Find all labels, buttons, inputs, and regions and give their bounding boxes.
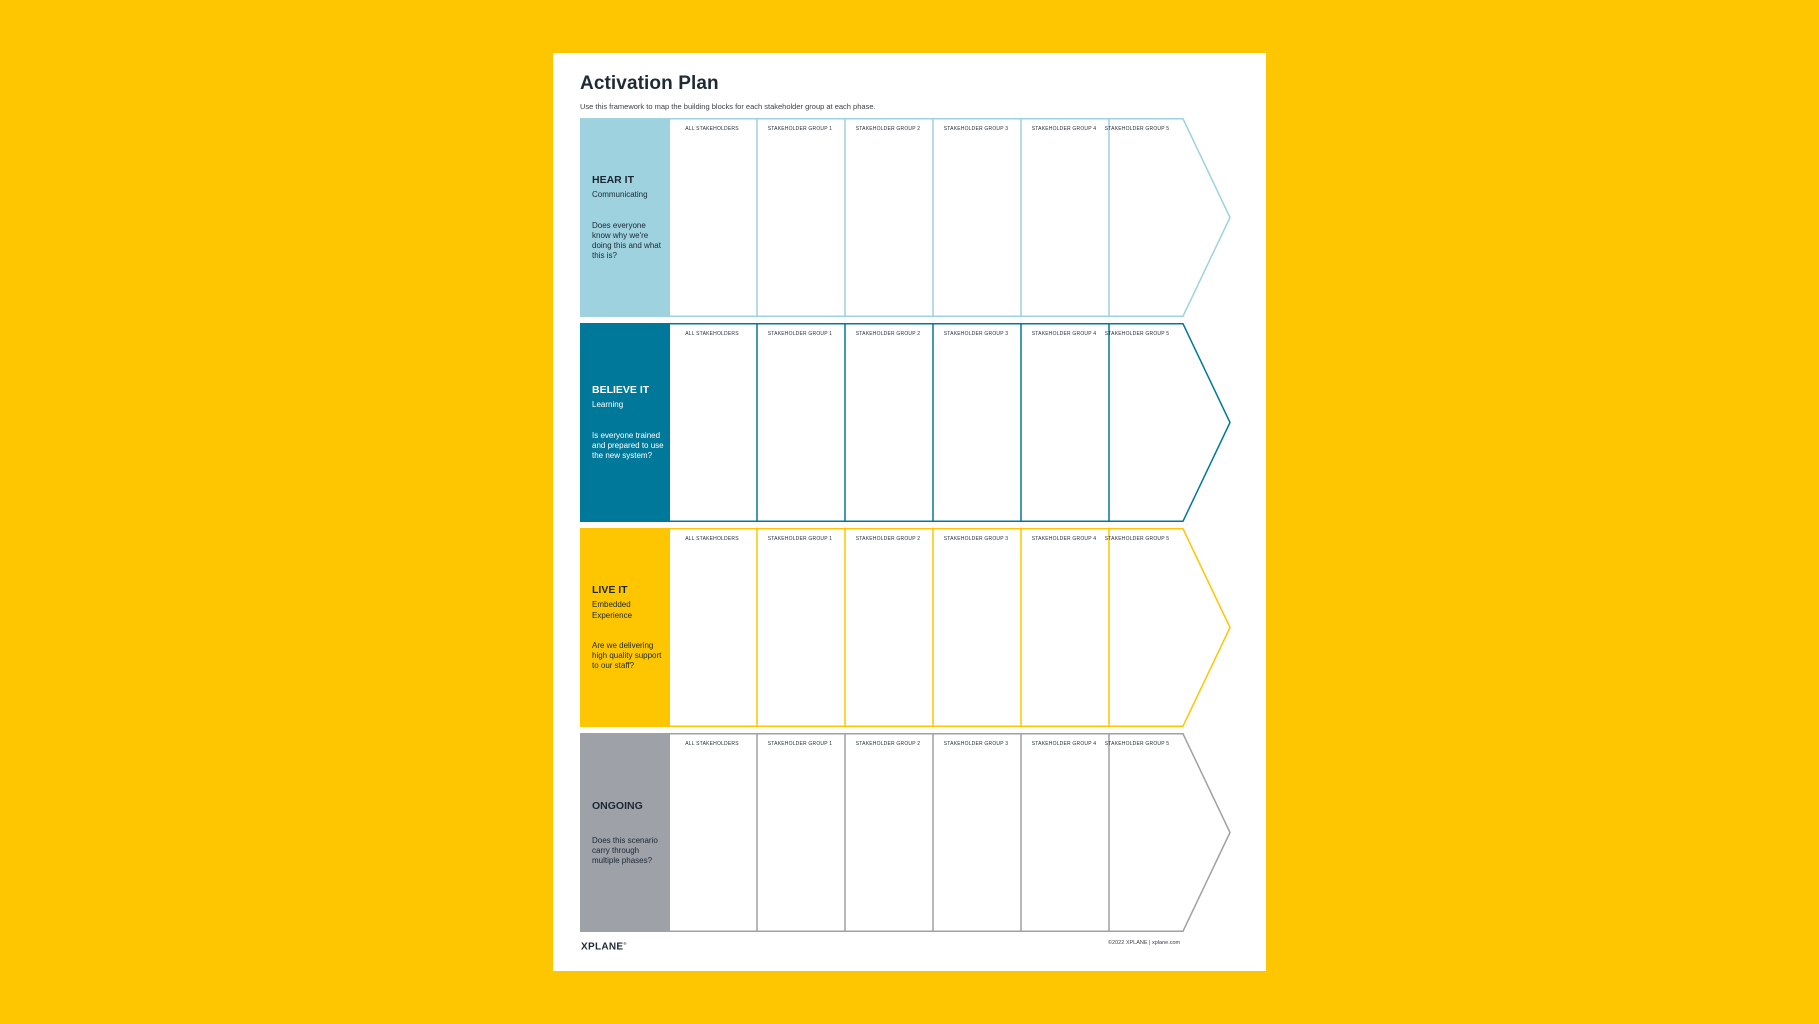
column-header-all: ALL STAKEHOLDERS	[685, 126, 739, 132]
logo-text: XPLANE	[581, 941, 624, 953]
phase-row-ongoing	[580, 733, 1230, 932]
column-header-group-5: STAKEHOLDER GROUP 5	[1104, 741, 1170, 747]
column-header-all: ALL STAKEHOLDERS	[685, 331, 739, 337]
phase-name: BELIEVE IT	[592, 384, 650, 397]
column-header-group-3: STAKEHOLDER GROUP 3	[943, 331, 1009, 337]
phase-subtitle: Learning	[592, 400, 624, 410]
column-header-group-1: STAKEHOLDER GROUP 1	[767, 536, 833, 542]
column-header-group-4: STAKEHOLDER GROUP 4	[1031, 536, 1097, 542]
column-header-group-3: STAKEHOLDER GROUP 3	[943, 741, 1009, 747]
copyright-text: ©2022 XPLANE | xplane.com	[1108, 940, 1181, 946]
column-header-group-2: STAKEHOLDER GROUP 2	[855, 741, 921, 747]
column-header-group-5: STAKEHOLDER GROUP 5	[1104, 126, 1170, 132]
column-header-group-2: STAKEHOLDER GROUP 2	[855, 536, 921, 542]
column-header-group-1: STAKEHOLDER GROUP 1	[767, 331, 833, 337]
column-header-all: ALL STAKEHOLDERS	[685, 741, 739, 747]
row-ongoing-outline	[580, 733, 1230, 932]
row-arrow-outline	[581, 529, 1230, 727]
xplane-logo	[581, 941, 627, 952]
column-header-group-4: STAKEHOLDER GROUP 4	[1031, 126, 1097, 132]
column-header-group-5: STAKEHOLDER GROUP 5	[1104, 536, 1170, 542]
phase-name: HEAR IT	[592, 174, 634, 187]
column-header-group-3: STAKEHOLDER GROUP 3	[943, 536, 1009, 542]
column-header-all: ALL STAKEHOLDERS	[685, 536, 739, 542]
phase-name: LIVE IT	[592, 584, 628, 597]
column-header-group-4: STAKEHOLDER GROUP 4	[1031, 741, 1097, 747]
row-believe-outline	[580, 323, 1230, 522]
phase-panel-ongoing	[580, 733, 670, 932]
row-live-outline	[580, 528, 1230, 727]
column-header-group-2: STAKEHOLDER GROUP 2	[855, 126, 921, 132]
column-header-group-1: STAKEHOLDER GROUP 1	[767, 126, 833, 132]
page-subtitle: Use this framework to map the building blocks for each stakeholder group at each phase.	[580, 102, 876, 111]
column-header-group-5: STAKEHOLDER GROUP 5	[1104, 331, 1170, 337]
worksheet-page	[553, 53, 1266, 971]
row-arrow-outline	[581, 119, 1230, 317]
logo-mark: ®	[623, 941, 627, 946]
row-hear-outline	[580, 118, 1230, 317]
phase-name: ONGOING	[592, 799, 643, 812]
column-header-group-3: STAKEHOLDER GROUP 3	[943, 126, 1009, 132]
phase-row-believe-it	[580, 323, 1230, 522]
phase-subtitle: Embedded Experience	[592, 600, 633, 620]
phase-row-live-it	[580, 528, 1230, 727]
phase-question: Does everyone know why we're doing this and what this is?	[592, 220, 661, 260]
phase-question: Is everyone trained and prepared to use the new system?	[592, 430, 664, 460]
phase-subtitle: Communicating	[592, 190, 648, 200]
phase-panel-live-it	[580, 528, 670, 727]
page-title: Activation Plan	[580, 73, 719, 94]
phase-question: Does this scenario carry through multiple phases?	[592, 835, 658, 865]
phase-panel-hear-it	[580, 118, 670, 317]
column-header-group-1: STAKEHOLDER GROUP 1	[767, 741, 833, 747]
phase-question: Are we delivering high quality support to our staff?	[592, 640, 662, 670]
row-arrow-outline	[581, 324, 1230, 522]
row-arrow-outline	[581, 734, 1230, 932]
column-header-group-4: STAKEHOLDER GROUP 4	[1031, 331, 1097, 337]
phase-row-hear-it	[580, 118, 1230, 317]
column-header-group-2: STAKEHOLDER GROUP 2	[855, 331, 921, 337]
phase-panel-believe-it	[580, 323, 670, 522]
